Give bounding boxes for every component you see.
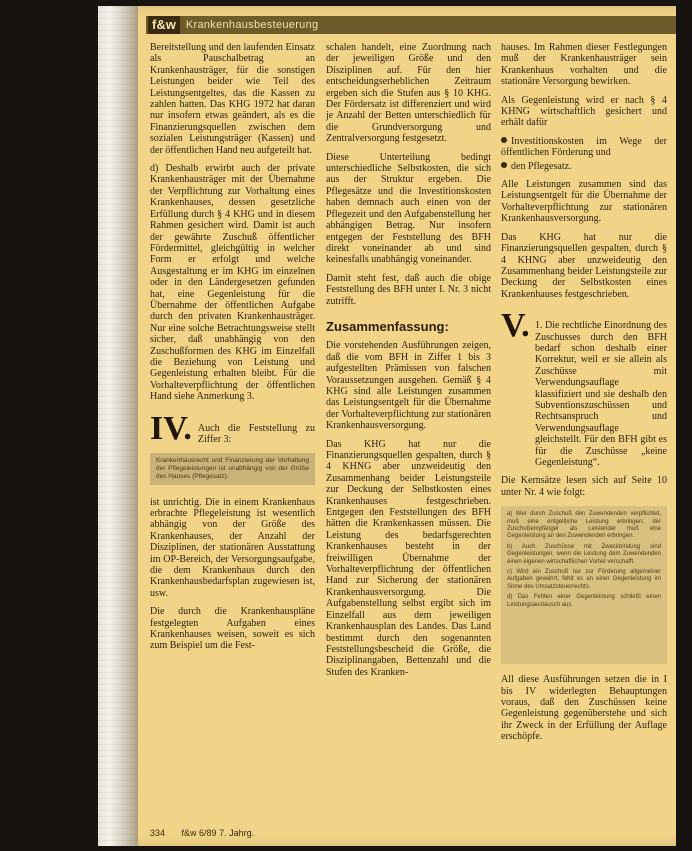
paragraph: Die vorstehenden Ausführungen zeigen, daß die vom BFH in Ziffer 1 bis 3 aufgestellten Prämissen von falschen Voraussetzungen ausgehen. Gemäß § 4 KHG sind alle Leistungen zusammen das Leistungsentgelt für die Übernahme der Vorhalteverpflichtung zur stationären Krankenhausversorgung. xyxy=(326,340,491,432)
section-heading-iv xyxy=(150,409,315,447)
journal-logo: f&w xyxy=(148,16,180,34)
paragraph: Die durch die Krankenhauspläne festgelegten Aufgaben eines Krankenhauses weisen, soweit es sich zum Beispiel um die Fest- xyxy=(150,606,315,652)
paragraph: ist unrichtig. Die in einem Krankenhaus erbrachte Pflegeleistung ist wesentlich abhängig von der Größe des Krankenhauses, der Anzahl der Disziplinen, der stationären Ausstattung im OP-Bereich, der Versorgungsaufgabe, die dem Krankenhaus durch den Krankenhausbedarfsplan zugewiesen ist, usw. xyxy=(150,496,315,599)
note-item: c) Wird ein Zuschuß nur zur Förderung allgemeiner Aufgaben gewährt, fehlt es an einer Gegenleistung im Sinne des Umsatzsteuerrechts. xyxy=(507,569,661,590)
paragraph: Alle Leistungen zusammen sind das Leistungsentgelt für die Übernahme der Vorhalteverpflichtung zur stationären Krankenhausversorgung. xyxy=(501,179,667,225)
section-title: Auch die Feststellung zu Ziffer 3: xyxy=(197,422,315,445)
bullet-item: Investitionskosten im Wege der öffentlichen Förderung und xyxy=(501,135,667,159)
paragraph: All diese Ausführungen setzen die in I bis IV widerlegten Behauptungen voraus, daß den Zuschüssen keine Gegenleistung gegenüberstehe und sich ihr Zweck in der Erfüllung der Auflage erschöpfe. xyxy=(501,674,667,743)
running-header-title: Krankenhausbesteuerung xyxy=(185,19,319,31)
paragraph: schalen handelt, eine Zuordnung nach der jeweiligen Größe und den Disziplinen auf. Für den hier entscheidungserheblichen Zeitraum ergeben sich die Stufen aus § 10 KHG. Der Fördersatz ist differenziert und wird je Anzahl der Betten unterschiedlich für die Grundversorgung und Zentralversorgung festgesetzt. xyxy=(326,42,491,145)
paragraph: Das KHG hat nur die Finanzierungsquellen gespalten, durch § 4 KHNG aber unzweideutig den Zusammenhang beider Leistungsteile zur Deckung der Selbstkosten eines Krankenhauses festgeschrieben. xyxy=(501,231,667,300)
column-1 xyxy=(150,42,315,659)
quote-box: Krankenhausrecht und Finanzierung der Vorhaltung der Pflegeleistungen ist unabhängig von der Größe des Hauses (Pflegesatz). xyxy=(150,453,315,485)
paragraph: Diese Unterteilung bedingt unterschiedliche Selbstkosten, die sich aus der Struktur ergeben. Die Pflegesätze und die Investitionskosten haben demnach auch einen von der Pflegezeit und den Aufgabenstellung her abhängigen Betrag. Nur insofern entgegen der Feststellung des BFH direkt voneinander ab und sind keinesfalls unabhängig voneinander. xyxy=(326,151,491,266)
section-numeral: IV. xyxy=(150,409,192,447)
column-2 xyxy=(326,42,491,685)
book-spine xyxy=(98,6,138,846)
note-item: a) Wer durch Zuschuß den Zuwendenden verpflichtet, muß eine entgeltliche Leistung erbringen; der Zuschußempfänger als Leistender muß eine Gegenleistung an den Zuwendenden erbringen. xyxy=(507,511,661,540)
quoted-notes-box xyxy=(501,506,667,664)
column-3 xyxy=(501,42,667,750)
page-content xyxy=(138,6,676,846)
bullet-dot-icon xyxy=(501,162,507,168)
paragraph: Das KHG hat nur die Finanzierungsquellen gespalten, durch § 4 KHNG aber unzweideutig den Zusammenhang beider Leistungsteile zur Deckung der Selbstkosten eines Krankenhauses festgeschrieben. Entgegen den Feststellungen des BFH hätten die Krankenkassen müssen. Die Leistung des bedarfsgerechten Krankenhauses besteht in der freiwilligen Übernahme der Vorhalteverpflichtung der öffentlichen Hand zur Sicherung der stationären Krankenhausversorgung. Die Aufgabenstellung selbst ergibt sich im Einzelfall aus dem jeweiligen Krankenhausplan des Landes. Das Land bestimmt durch den sogenannten Feststellungsbescheid die Größe, die Disziplinangaben, Bettenzahl und die Stufen des Kranken- xyxy=(326,438,491,678)
paragraph: Die Kernsätze lesen sich auf Seite 10 unter Nr. 4 wie folgt: xyxy=(501,475,667,498)
paragraph: Bereitstellung und den laufenden Einsatz als Pauschalbetrag an Krankenhausträger, für die sonstigen Leistungen beider wie Teil des Leistungsentgeltes, das die Kassen zu zahlen hatten. Das KHG 1972 hat daran nur insofern etwas geändert, als es die Finanzierungsquellen zwischen dem sozialen Leistungsträger (Kassen) und der öffentlichen Hand neu aufgeteilt hat. xyxy=(150,42,315,156)
note-item: b) Auch Zuschüsse mit Zweckbindung sind Gegenleistungen, wenn die Leistung dem Zuwendenden einen eigenen wirtschaftlichen Vorteil verschafft. xyxy=(507,543,661,565)
journal-issue: f&w 6/89 7. Jahrg. xyxy=(181,828,255,838)
running-header xyxy=(146,16,676,34)
note-item: d) Das Fehlen einer Gegenleistung schließt einen Leistungsaustausch aus. xyxy=(507,594,661,608)
book-page xyxy=(98,6,676,846)
paragraph: Damit steht fest, daß auch die obige Feststellung des BFH unter I. Nr. 3 nicht zutrifft. xyxy=(326,272,491,307)
section-numeral: V. xyxy=(501,307,530,345)
paragraph: 1. Die rechtliche Einordnung des Zuschusses durch den BFH bedarf schon deshalb einer Korrektur, weil er sie allein als Zuschüsse mit Verwendungsauflage klassifiziert und sie deshalb den Subventionszuschüssen und Rechtsanspruch und Verwendungsauflage gleichstellt. Für den BFH gibt es für die Zuschüsse „keine Gegenleistung“. xyxy=(535,320,667,468)
page-footer xyxy=(150,828,268,838)
bullet-dot-icon xyxy=(501,137,507,143)
page-number: 334 xyxy=(150,828,166,838)
paragraph: d) Deshalb erwirbt auch der private Krankenhausträger mit der Übernahme der Verpflichtung zur Vorhaltung eines Krankenhauses, dessen gesetzliche Erfüllung durch § 4 KHG und in diesem Rahmen gesichert wird. Damit ist auch der gewährte Zuschuß öffentlicher Fördermittel, gleichgültig in welcher Form er erfolgt und welche Ausgestaltung er im KHG im einzelnen oder in den Ländergesetzen gefunden hat, eine Gegenleistung für die Übernahme der öffentlichen Aufgabe durch den privaten Krankenhausträger. Nur eine solche Betrachtungsweise stellt sicher, daß unabhängig von den Zuschußformen des KHG im Einzelfall die Beziehung von Leistung und Gegenleistung erhalten bleibt. Für die Vorhalteverpflichtung der öffentlichen Hand siehe Anmerkung 3. xyxy=(150,163,315,403)
paragraph: Als Gegenleistung wird er nach § 4 KHNG wirtschaftlich gesichert und erhält dafür xyxy=(501,94,667,129)
paragraph: hauses. Im Rahmen dieser Festlegungen muß der Krankenhausträger sein Krankenhaus vorhalten und die stationäre Versorgung bewirken. xyxy=(501,42,667,88)
bullet-item: den Pflegesatz. xyxy=(501,161,667,172)
summary-heading: Zusammenfassung: xyxy=(326,318,449,334)
